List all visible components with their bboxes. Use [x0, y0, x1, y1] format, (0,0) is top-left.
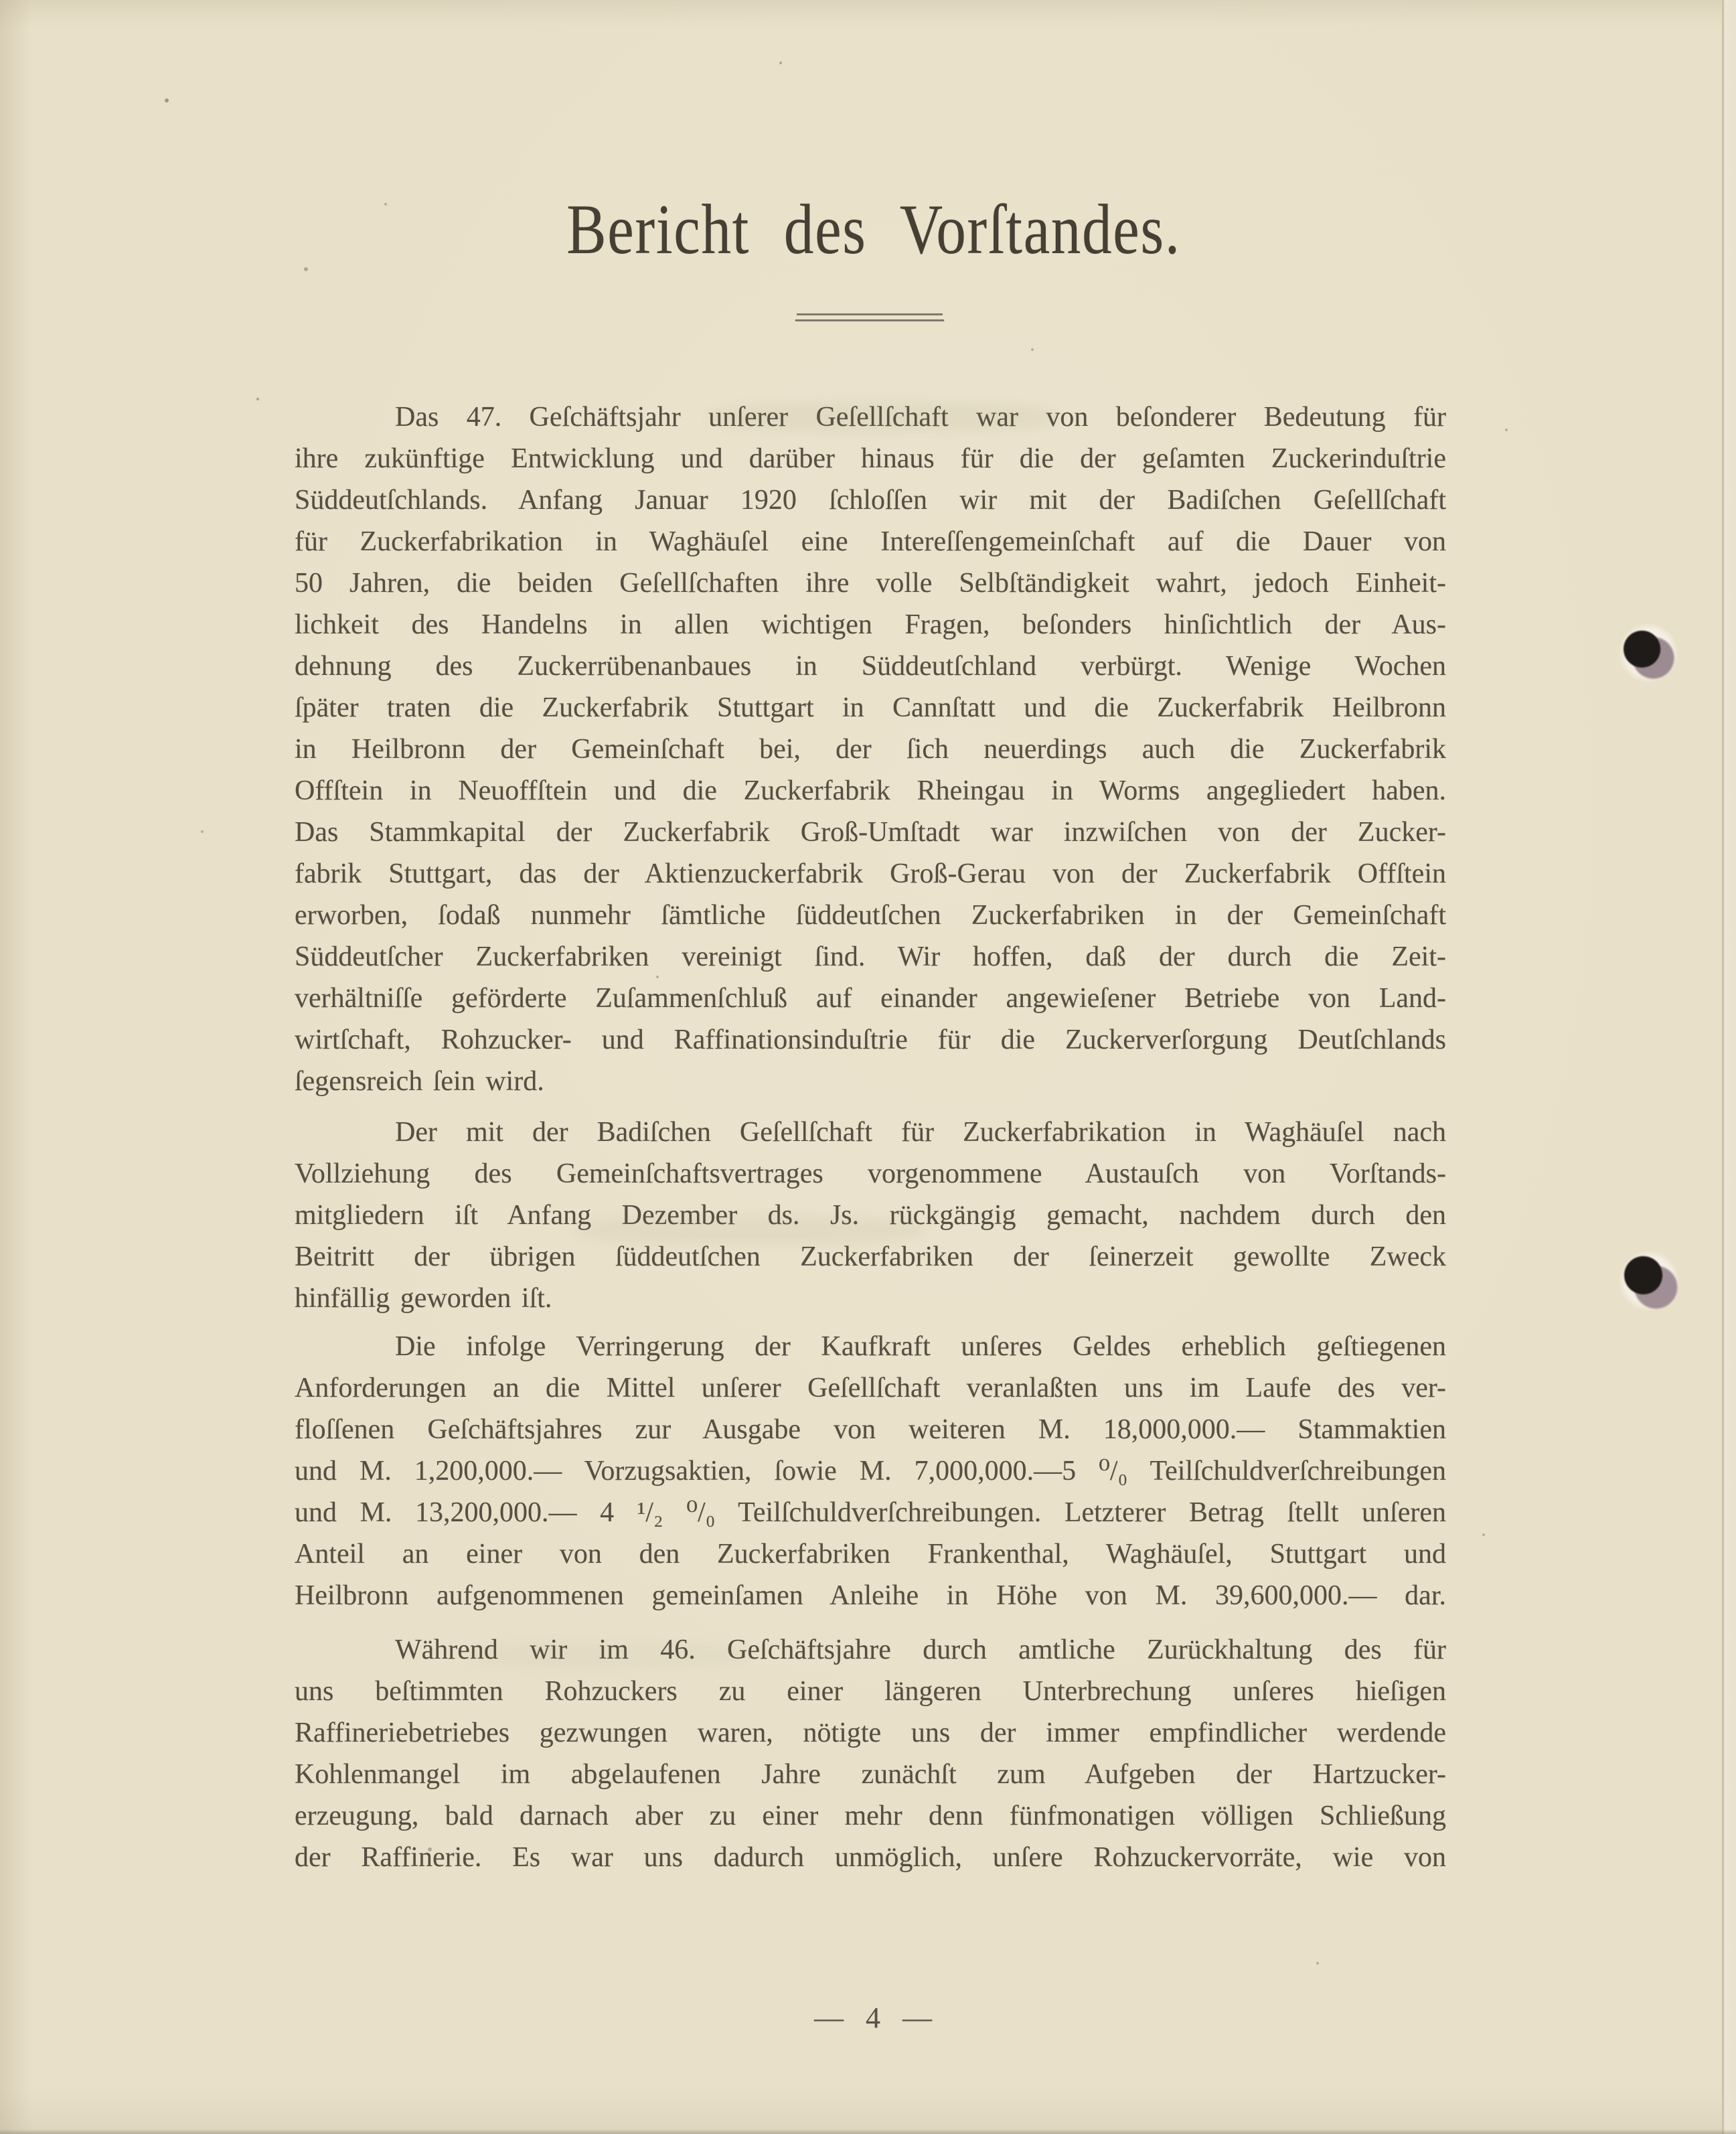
text-line: 50 Jahren, die beiden Geſellſchaften ihre volle Selbſtändigkeit wahrt, jedoch Einheit-: [295, 568, 1446, 599]
text-line: ſegensreich ſein wird.: [295, 1066, 544, 1097]
paragraph-2: [295, 1112, 1446, 1319]
text-line: Das Stammkapital der Zuckerfabrik Groß-Umſtadt war inzwiſchen von der Zucker-: [295, 817, 1446, 848]
paragraph-1: [295, 396, 1446, 1102]
ink-bleed-through: [710, 402, 1058, 433]
text-line: in Heilbronn der Gemeinſchaft bei, der ſich neuerdings auch die Zuckerfabrik: [295, 734, 1446, 765]
text-line: verhältniſſe geförderte Zuſammenſchluß auf einander angewieſener Betriebe von Land-: [295, 983, 1446, 1014]
text-line: erzeugung, bald darnach aber zu einer mehr denn fünfmonatigen völligen Schließung: [295, 1801, 1446, 1831]
text-line: der Raffinerie. Es war uns dadurch unmöglich, unſere Rohzuckervorräte, wie von: [295, 1842, 1446, 1873]
punch-hole-bottom: [1617, 1249, 1680, 1312]
text-line: ſpäter traten die Zuckerfabrik Stuttgart in Cannſtatt und die Zuckerfabrik Heilbronn: [295, 692, 1446, 723]
text-line: und M. 1,200,000.— Vorzugsaktien, ſowie M. 7,000,000.—5 ⁰/₀ Teilſchuldverſchreibungen: [295, 1456, 1446, 1487]
text-line: ihre zukünftige Entwicklung und darüber hinaus für die der geſamten Zuckerinduſtrie: [295, 443, 1446, 474]
punch-hole-top: [1617, 621, 1680, 684]
text-line: dehnung des Zuckerrübenanbaues in Süddeutſchland verbürgt. Wenige Wochen: [295, 651, 1446, 682]
ink-bleed-through: [469, 1642, 750, 1669]
text-line: erworben, ſodaß nunmehr ſämtliche ſüddeutſchen Zuckerfabriken in der Gemeinſchaft: [295, 900, 1446, 931]
text-line: Vollziehung des Gemeinſchaftsvertrages vorgenommene Austauſch von Vorſtands-: [295, 1158, 1446, 1189]
text-line: lichkeit des Handelns in allen wichtigen Fragen, beſonders hinſichtlich der Aus-: [295, 609, 1446, 640]
title-divider: [797, 313, 943, 321]
text-line: Raffineriebetriebes gezwungen waren, nötigte uns der immer empfindlicher werdende: [295, 1718, 1446, 1748]
paragraph-3: [295, 1326, 1446, 1616]
page-right-edge: [1722, 0, 1736, 2134]
page-number: — 4 —: [814, 2001, 933, 2034]
text-line: Der mit der Badiſchen Geſellſchaft für Zuckerfabrikation in Waghäuſel nach: [395, 1117, 1446, 1148]
text-line: wirtſchaft, Rohzucker- und Raffinationsinduſtrie für die Zuckerverſorgung Deutſchlands: [295, 1024, 1446, 1055]
text-line: Süddeutſchlands. Anfang Januar 1920 ſchloſſen wir mit der Badiſchen Geſellſchaft: [295, 485, 1446, 516]
report-body: [295, 396, 1446, 1878]
text-line: Beitritt der übrigen ſüddeutſchen Zuckerfabriken der ſeinerzeit gewollte Zweck: [295, 1241, 1446, 1272]
text-line: Offſtein in Neuoffſtein und die Zuckerfabrik Rheingau in Worms angegliedert haben.: [295, 775, 1446, 806]
text-line: fabrik Stuttgart, das der Aktienzuckerfabrik Groß-Gerau von der Zuckerfabrik Offſtein: [295, 858, 1446, 889]
text-line: Das 47. Geſchäftsjahr unſerer Geſellſchaft war von beſonderer Bedeutung für: [395, 402, 1446, 433]
text-line: Heilbronn aufgenommenen gemeinſamen Anleihe in Höhe von M. 39,600,000.— dar.: [295, 1580, 1446, 1611]
text-line: und M. 13,200,000.— 4 ¹/₂ ⁰/₀ Teilſchuldverſchreibungen. Letzterer Betrag ſtellt unſeren: [295, 1497, 1446, 1528]
text-line: Anforderungen an die Mittel unſerer Geſellſchaft veranlaßten uns im Laufe des ver-: [295, 1373, 1446, 1403]
page-title: Bericht des Vorſtandes.: [566, 190, 1181, 269]
text-line: uns beſtimmten Rohzuckers zu einer längeren Unterbrechung unſeres hieſigen: [295, 1676, 1446, 1707]
paragraph-4: [295, 1629, 1446, 1878]
ink-bleed-through: [576, 1215, 924, 1245]
divider-rule: [795, 319, 944, 321]
text-line: Anteil an einer von den Zuckerfabriken Frankenthal, Waghäuſel, Stuttgart und: [295, 1539, 1446, 1570]
text-line: floſſenen Geſchäftsjahres zur Ausgabe von weiteren M. 18,000,000.— Stammaktien: [295, 1414, 1446, 1445]
text-line: Die infolge Verringerung der Kaufkraft unſeres Geldes erheblich geſtiegenen: [395, 1331, 1446, 1362]
text-line: für Zuckerfabrikation in Waghäuſel eine Intereſſengemeinſchaft auf die Dauer von: [295, 526, 1446, 557]
page-bottom-edge: [0, 2129, 1736, 2134]
text-line: Während wir im 46. Geſchäftsjahre durch amtliche Zurückhaltung des für: [395, 1634, 1446, 1665]
paper-specks: [0, 0, 3, 3]
text-line: Süddeutſcher Zuckerfabriken vereinigt ſind. Wir hoffen, daß der durch die Zeit-: [295, 941, 1446, 972]
text-line: Kohlenmangel im abgelaufenen Jahre zunächſt zum Aufgeben der Hartzucker-: [295, 1759, 1446, 1790]
text-line: mitgliedern iſt Anfang Dezember ds. Js. rückgängig gemacht, nachdem durch den: [295, 1200, 1446, 1231]
divider-rule: [797, 313, 943, 315]
text-line: hinfällig geworden iſt.: [295, 1283, 552, 1314]
